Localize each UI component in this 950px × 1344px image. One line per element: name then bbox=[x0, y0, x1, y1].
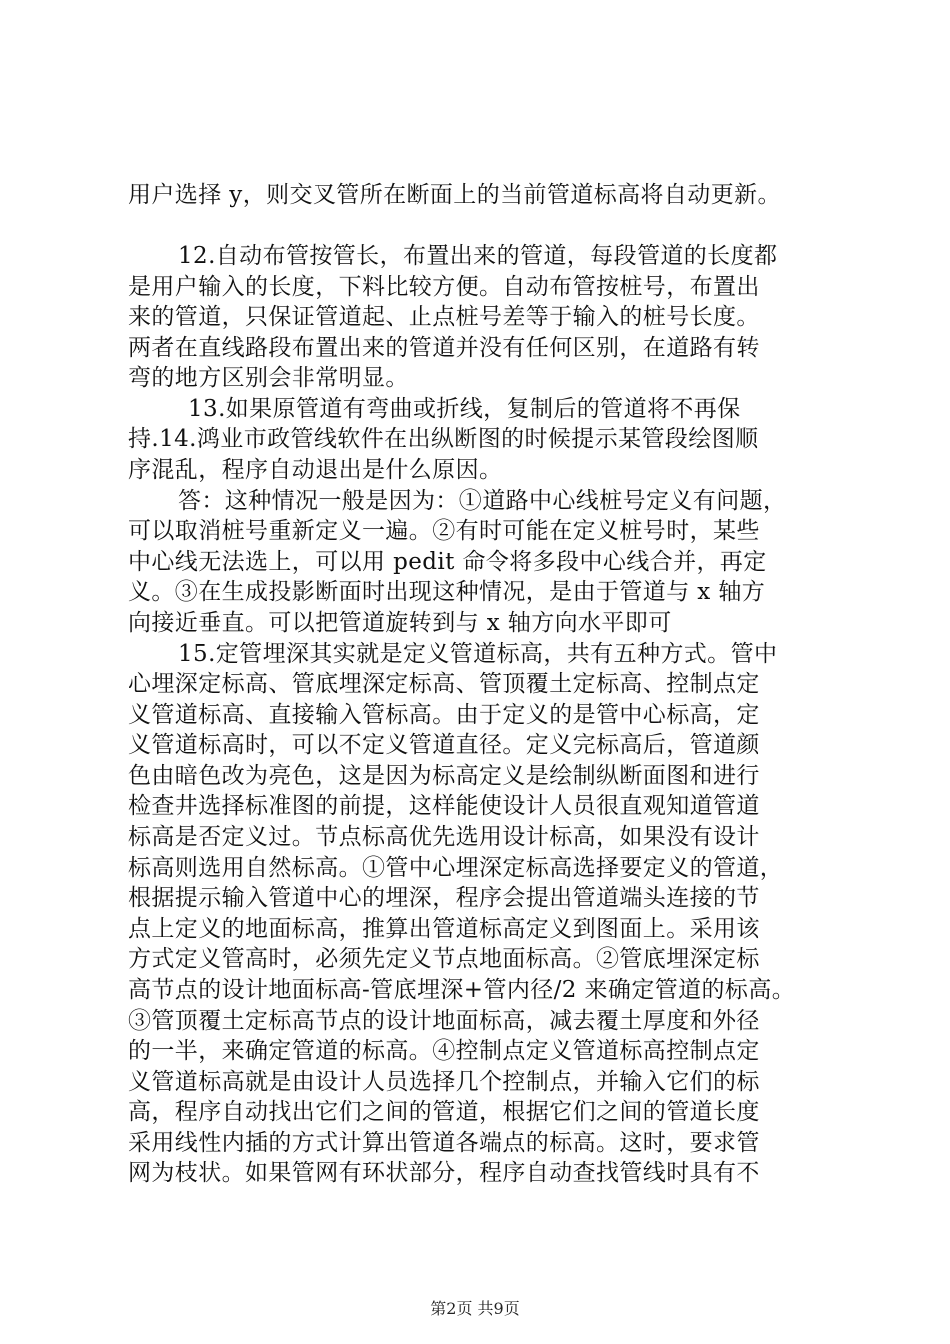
text-line: 色由暗色改为亮色，这是因为标高定义是绘制纵断面图和进行 bbox=[128, 763, 760, 789]
text-line: 义管道标高就是由设计人员选择几个控制点，并输入它们的标 bbox=[128, 1069, 760, 1095]
text-line: 义管道标高、直接输入管标高。由于定义的是管中心标高，定 bbox=[128, 702, 760, 728]
text-line: 义管道标高时，可以不定义管道直径。定义完标高后，管道颜 bbox=[128, 732, 760, 758]
text-line: ③管顶覆土定标高节点的设计地面标高，减去覆土厚度和外径 bbox=[128, 1008, 760, 1034]
text-line: 标高是否定义过。节点标高优先选用设计标高，如果没有设计 bbox=[128, 824, 760, 850]
text-line: 用户选择 y，则交叉管所在断面上的当前管道标高将自动更新。 bbox=[128, 182, 781, 208]
text-line: 序混乱，程序自动退出是什么原因。 bbox=[128, 457, 503, 483]
text-line: 持.14.鸿业市政管线软件在出纵断图的时候提示某管段绘图顺 bbox=[128, 426, 759, 452]
text-line: 方式定义管高时，必须先定义节点地面标高。②管底埋深定标 bbox=[128, 946, 760, 972]
page-footer: 第2页 共9页 bbox=[430, 1299, 520, 1318]
text-line: 义。③在生成投影断面时出现这种情况，是由于管道与 x 轴方 bbox=[128, 579, 766, 605]
text-line: 两者在直线路段布置出来的管道并没有任何区别，在道路有转 bbox=[128, 335, 760, 361]
text-line: 标高则选用自然标高。①管中心埋深定标高选择要定义的管道， bbox=[128, 855, 784, 881]
text-line: 高，程序自动找出它们之间的管道，根据它们之间的管道长度 bbox=[128, 1099, 760, 1125]
text-line: 网为枝状。如果管网有环状部分，程序自动查找管线时具有不 bbox=[128, 1160, 760, 1186]
text-line: 是用户输入的长度，下料比较方便。自动布管按桩号，布置出 bbox=[128, 274, 760, 300]
text-line: 答：这种情况一般是因为：①道路中心线桩号定义有问题， bbox=[178, 488, 787, 514]
text-line: 高节点的设计地面标高-管底埋深+管内径/2 来确定管道的标高。 bbox=[128, 977, 796, 1003]
text-line: 采用线性内插的方式计算出管道各端点的标高。这时，要求管 bbox=[128, 1130, 760, 1156]
text-line: 12.自动布管按管长，布置出来的管道，每段管道的长度都 bbox=[178, 243, 778, 269]
text-line: 13.如果原管道有弯曲或折线，复制后的管道将不再保 bbox=[188, 396, 741, 422]
text-line: 心埋深定标高、管底埋深定标高、管顶覆土定标高、控制点定 bbox=[128, 671, 760, 697]
text-line: 检查井选择标准图的前提，这样能使设计人员很直观知道管道 bbox=[128, 793, 760, 819]
text-line: 的一半，来确定管道的标高。④控制点定义管道标高控制点定 bbox=[128, 1038, 760, 1064]
text-line: 可以取消桩号重新定义一遍。②有时可能在定义桩号时，某些 bbox=[128, 518, 760, 544]
text-line: 根据提示输入管道中心的埋深，程序会提出管道端头连接的节 bbox=[128, 885, 760, 911]
text-line: 向接近垂直。可以把管道旋转到与 x 轴方向水平即可 bbox=[128, 610, 672, 636]
text-line: 弯的地方区别会非常明显。 bbox=[128, 365, 409, 391]
text-line: 中心线无法选上，可以用 pedit 命令将多段中心线合并，再定 bbox=[128, 549, 767, 575]
text-line: 点上定义的地面标高，推算出管道标高定义到图面上。采用该 bbox=[128, 916, 760, 942]
text-line: 来的管道，只保证管道起、止点桩号差等于输入的桩号长度。 bbox=[128, 304, 760, 330]
text-line: 15.定管埋深其实就是定义管道标高，共有五种方式。管中 bbox=[178, 641, 778, 667]
